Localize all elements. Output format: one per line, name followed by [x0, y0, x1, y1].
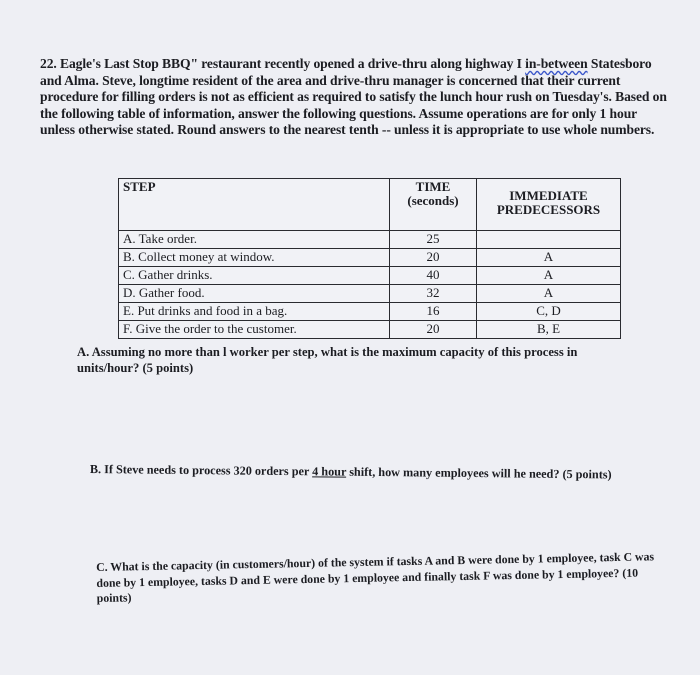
header-time [390, 179, 477, 231]
time-cell: 32 [390, 285, 477, 303]
question-b [90, 461, 670, 483]
predecessor-cell: A [477, 285, 621, 303]
time-cell: 16 [390, 303, 477, 321]
time-cell: 20 [390, 321, 477, 339]
table-row [119, 249, 621, 267]
step-cell: F. Give the order to the customer. [119, 321, 390, 339]
table-row [119, 267, 621, 285]
predecessor-cell: C, D [477, 303, 621, 321]
question-a: A. Assuming no more than l worker per step, what is the maximum capacity of this process in units/hour? (5 points) [77, 345, 578, 375]
steps-table [118, 178, 621, 339]
question-b-underlined: 4 hour [312, 464, 347, 479]
table-row [119, 231, 621, 249]
header-time-line2: (seconds) [407, 193, 459, 208]
table-row [119, 303, 621, 321]
time-cell: 25 [390, 231, 477, 249]
header-predecessors [477, 179, 621, 231]
predecessor-cell: B, E [477, 321, 621, 339]
predecessor-cell: A [477, 249, 621, 267]
problem-statement [40, 56, 670, 139]
step-cell: E. Put drinks and food in a bag. [119, 303, 390, 321]
table-row [119, 285, 621, 303]
spellcheck-word: in-between [525, 56, 588, 71]
step-cell: B. Collect money at window. [119, 249, 390, 267]
time-cell: 20 [390, 249, 477, 267]
time-cell: 40 [390, 267, 477, 285]
step-cell: A. Take order. [119, 231, 390, 249]
table-header-row [119, 179, 621, 231]
problem-number: 22. [40, 56, 57, 71]
question-c: C. What is the capacity (in customers/hour) of the system if tasks A and B were done by 1 employee, task C was done by 1 employee, tasks D and E were done by 1 employee and finally task F was done by 1 employee? (10 points) [96, 549, 655, 605]
header-step: STEP [119, 179, 390, 231]
header-pred-line2: PREDECESSORS [496, 202, 601, 217]
predecessor-cell [477, 231, 621, 249]
question-b-end: shift, how many employees will he need? (5 points) [346, 464, 612, 482]
predecessor-cell: A [477, 267, 621, 285]
header-time-line1: TIME [415, 179, 451, 194]
step-cell: C. Gather drinks. [119, 267, 390, 285]
intro-text-end: Statesboro and Alma. Steve, longtime resident of the area and drive-thru manager is concerned that their current procedure for filling orders is not as efficient as required to satisfy the lunch hour rush on Tuesday's. Based on the following table of information, answer the following questions. Assume operations are for only 1 hour unless otherwise stated. Round answers to the nearest tenth -- unless it is appropriate to use whole numbers. [40, 56, 667, 138]
question-b-start: B. If Steve needs to process 320 orders per [89, 461, 313, 479]
header-pred-line1: IMMEDIATE [509, 188, 588, 203]
table-row [119, 321, 621, 339]
intro-text-start: Eagle's Last Stop BBQ" restaurant recently opened a drive-thru along highway I [56, 56, 526, 71]
step-cell: D. Gather food. [119, 285, 390, 303]
